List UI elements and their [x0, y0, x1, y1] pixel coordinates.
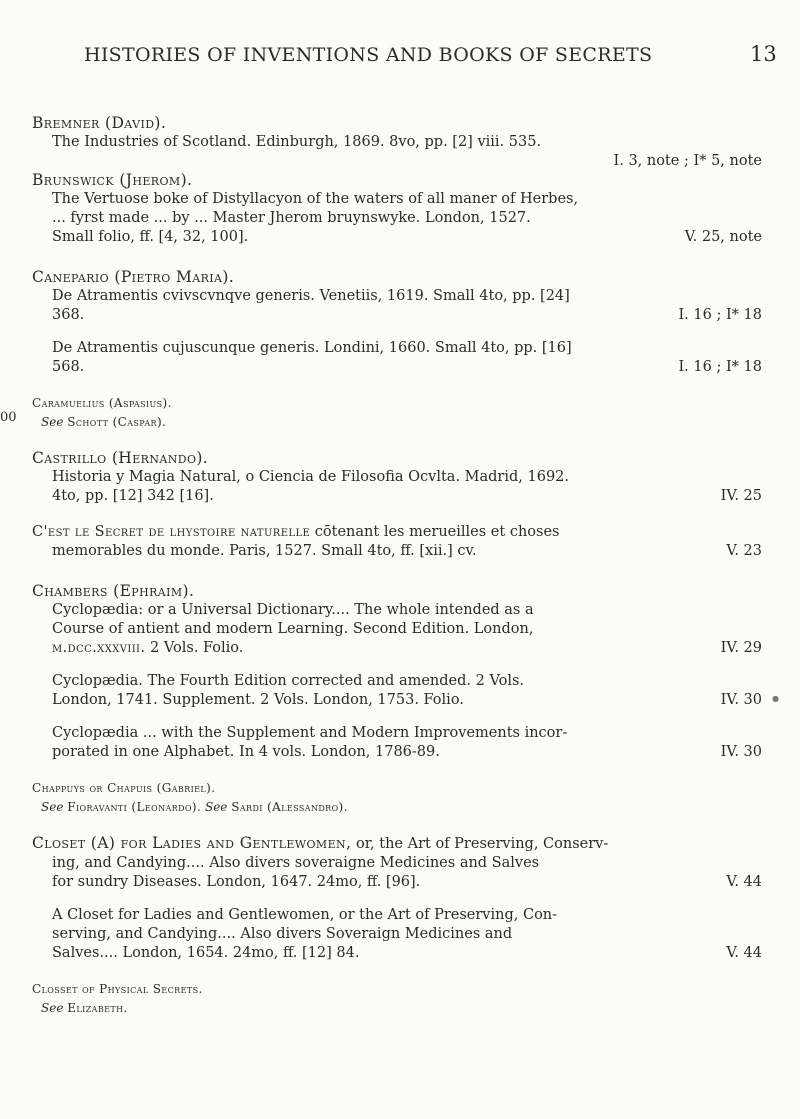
- see-target: Elizabeth.: [67, 1001, 128, 1015]
- entry-text: for sundry Diseases. London, 1647. 24mo, ff. [96].: [52, 874, 421, 890]
- entry-ref: V. 44: [726, 874, 762, 890]
- see-target: Fioravanti (Leonardo).: [67, 800, 202, 814]
- entry-text: A Closet for Ladies and Gentlewomen, or the Art of Preserving, Con-: [52, 907, 558, 923]
- page-number: 13: [750, 42, 777, 66]
- entry-text: cōtenant les merueilles et choses: [314, 524, 560, 540]
- entry-heading: Closet (A) for Ladies and Gentlewomen,: [32, 834, 352, 852]
- roman-date: m.dcc.xxxviii.: [52, 640, 146, 656]
- entry-bremner: [32, 114, 762, 171]
- index-entries: [32, 114, 762, 1018]
- entry-text: The Vertuose boke of Distyllacyon of the waters of all maner of Herbes,: [52, 191, 579, 207]
- entry-castrillo: [32, 449, 762, 506]
- entry-text: or, the Art of Preserving, Conserv-: [355, 836, 609, 852]
- entry-heading: Chappuys or Chapuis (Gabriel).: [32, 781, 216, 795]
- entry-canepario: [32, 268, 762, 377]
- see-label: See: [41, 1001, 64, 1015]
- entry-text: porated in one Alphabet. In 4 vols. London, 1786-89.: [52, 744, 440, 760]
- entry-ref: IV. 29: [720, 640, 762, 656]
- entry-text: 4to, pp. [12] 342 [16].: [52, 488, 214, 504]
- entry-ref: I. 16 ; I* 18: [678, 359, 762, 375]
- entry-text: Historia y Magia Natural, o Ciencia de Filosofia Ocvlta. Madrid, 1692.: [52, 469, 570, 485]
- entry-text: London, 1741. Supplement. 2 Vols. London, 1753. Folio.: [52, 692, 464, 708]
- entry-closet: [32, 834, 762, 963]
- entry-heading: Canepario (Pietro Maria).: [32, 268, 235, 286]
- entry-text: 368.: [52, 307, 85, 323]
- entry-heading: Bremner (David).: [32, 114, 167, 132]
- entry-heading: Brunswick (Jherom).: [32, 171, 193, 189]
- entry-ref: I. 3, note ; I* 5, note: [613, 153, 762, 169]
- entry-text: Cyclopædia: or a Universal Dictionary.... The whole intended as a: [52, 602, 534, 618]
- entry-text: De Atramentis cujuscunque generis. Londini, 1660. Small 4to, pp. [16]: [52, 340, 572, 356]
- entry-heading: Caramuelius (Aspasius).: [32, 396, 172, 410]
- entry-heading: Closset of Physical Secrets.: [32, 982, 203, 996]
- entry-ref: I. 16 ; I* 18: [678, 307, 762, 323]
- entry-text: Small folio, ff. [4, 32, 100].: [52, 229, 249, 245]
- entry-text: ... fyrst made ... by ... Master Jherom bruynswyke. London, 1527.: [52, 210, 531, 226]
- entry-ref: V. 44: [726, 945, 762, 961]
- entry-cest: [32, 523, 762, 561]
- see-target: Sardi (Alessandro).: [231, 800, 348, 814]
- entry-ref: IV. 25: [720, 488, 762, 504]
- see-label: See: [41, 800, 64, 814]
- entry-ref: IV. 30: [720, 744, 762, 760]
- entry-heading: Castrillo (Hernando).: [32, 449, 209, 467]
- entry-text: De Atramentis cvivscvnqve generis. Venetiis, 1619. Small 4to, pp. [24]: [52, 288, 570, 304]
- entry-ref: V. 23: [726, 543, 762, 559]
- entry-caramuelius: [32, 394, 762, 432]
- entry-heading: C'est le Secret de lhystoire naturelle: [32, 524, 311, 540]
- see-target: Schott (Caspar).: [67, 415, 167, 429]
- entry-text: The Industries of Scotland. Edinburgh, 1869. 8vo, pp. [2] viii. 535.: [52, 134, 542, 150]
- entry-brunswick: [32, 171, 762, 247]
- entry-text: Course of antient and modern Learning. Second Edition. London,: [52, 621, 534, 637]
- entry-text: 568.: [52, 359, 85, 375]
- see-label: See: [41, 415, 64, 429]
- entry-text: Cyclopædia. The Fourth Edition corrected and amended. 2 Vols.: [52, 673, 525, 689]
- entry-heading: Chambers (Ephraim).: [32, 582, 195, 600]
- entry-ref: V. 25, note: [684, 229, 762, 245]
- running-header: HISTORIES OF INVENTIONS AND BOOKS OF SECRETS: [84, 44, 653, 66]
- entry-chambers: [32, 582, 762, 762]
- entry-text: ing, and Candying.... Also divers soveraigne Medicines and Salves: [52, 855, 540, 871]
- margin-dot: ●: [772, 694, 779, 703]
- entry-closset: [32, 980, 762, 1018]
- entry-text: memorables du monde. Paris, 1527. Small 4to, ff. [xii.] cv.: [52, 543, 477, 559]
- margin-mark: 00: [0, 410, 17, 425]
- entry-text: Cyclopædia ... with the Supplement and Modern Improvements incor-: [52, 725, 568, 741]
- entry-text: 2 Vols. Folio.: [150, 640, 244, 656]
- entry-ref: IV. 30: [720, 692, 762, 708]
- entry-text: Salves.... London, 1654. 24mo, ff. [12] 84.: [52, 945, 360, 961]
- see-label: See: [204, 800, 228, 814]
- entry-text: serving, and Candying.... Also divers Soveraign Medicines and: [52, 926, 513, 942]
- entry-chappuys: [32, 779, 762, 817]
